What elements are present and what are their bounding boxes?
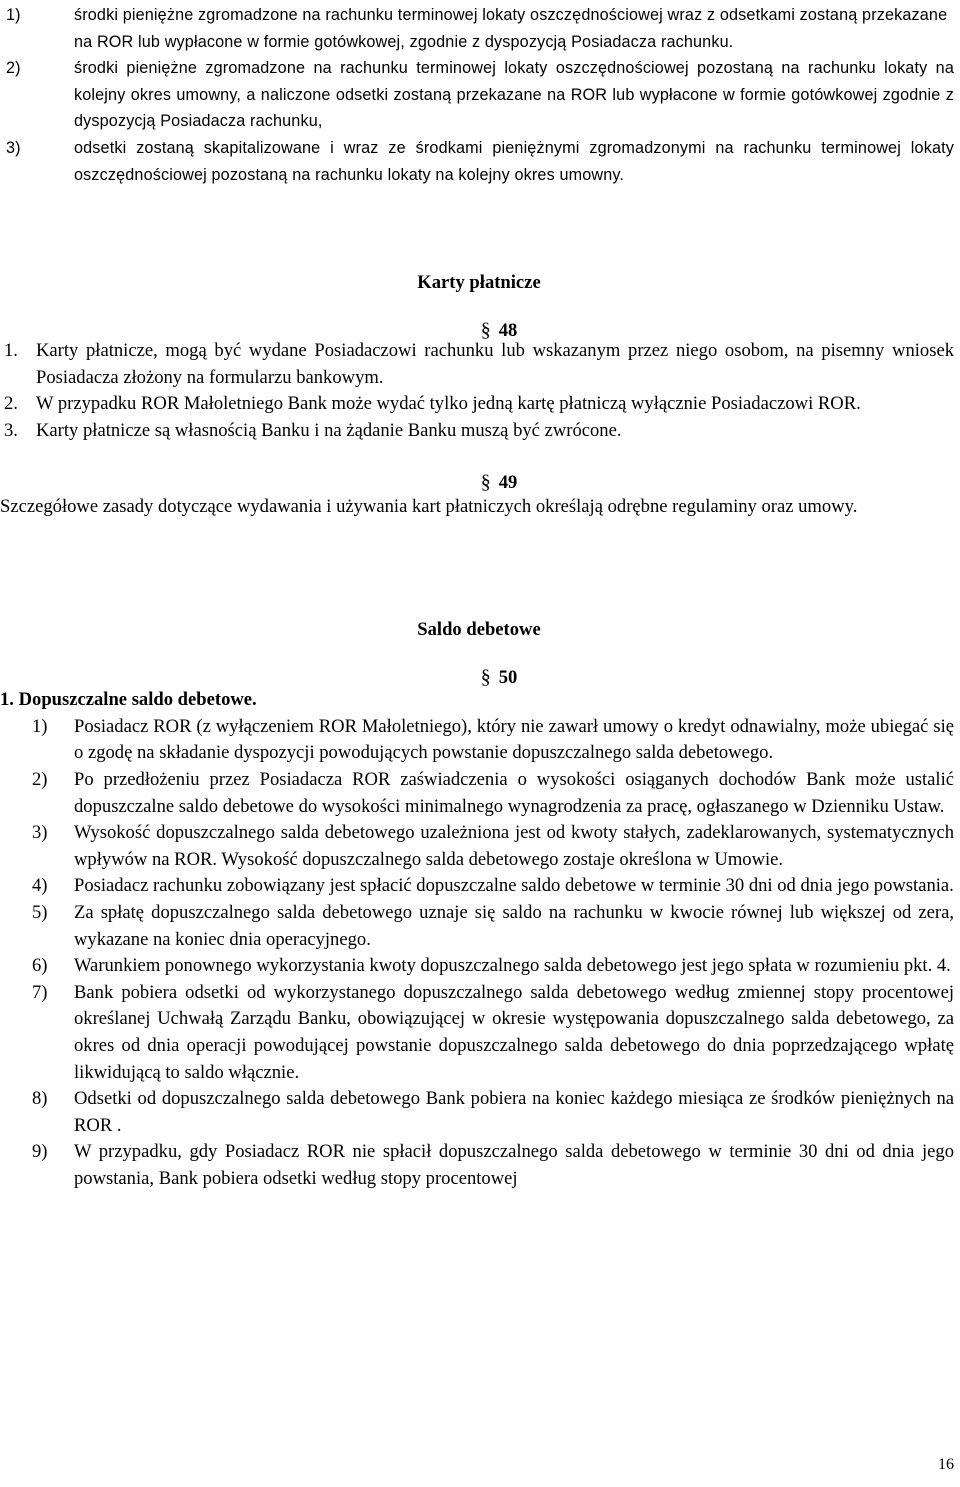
item-number: 3) <box>32 822 48 844</box>
item-number: 3. <box>4 419 18 441</box>
item-text: Karty płatnicze są własnością Banku i na żądanie Banku muszą być zwrócone. <box>36 419 622 441</box>
section-heading: Karty płatnicze <box>417 272 541 293</box>
list-item <box>4 2 954 55</box>
item-number: 5) <box>32 901 48 923</box>
item-number: 7) <box>32 981 48 1003</box>
paragraph-number: § 49 <box>4 469 954 497</box>
item-text: Warunkiem ponownego wykorzystania kwoty dopuszczalnego salda debetowego jest jego spłata w rozumieniu pkt. 4. <box>74 955 951 977</box>
item-number: 6) <box>32 955 48 977</box>
item-number: 1) <box>6 6 21 24</box>
item-text: Karty płatnicze, mogą być wydane Posiadaczowi rachunku lub wskazanym przez niego osobom, na pisemny wniosek Posiadacza złożony na formularzu bankowym. <box>36 340 954 388</box>
list-item <box>32 900 954 953</box>
item-number: 9) <box>32 1141 48 1163</box>
list-item <box>32 1139 954 1192</box>
saldo-list <box>32 714 954 1193</box>
list-item <box>32 953 954 980</box>
item-number: 8) <box>32 1088 48 1110</box>
item-number: 2. <box>4 393 18 415</box>
item-text: Za spłatę dopuszczalnego salda debetowego uznaje się saldo na rachunku w kwocie równej lub większej od zera, wykazane na koniec dnia operacyjnego. <box>74 901 954 950</box>
item-text: Posiadacz rachunku zobowiązany jest spłacić dopuszczalne saldo debetowe w terminie 30 dni od dnia jego powstania. <box>74 875 954 897</box>
item-text: środki pieniężne zgromadzone na rachunku terminowej lokaty oszczędnościowej pozostaną na rachunku lokaty na kolejny okres umowny, a naliczone odsetki zostaną przekazane na ROR lub wypłacone w formie gotówkowej zgodnie z dyspozycją Posiadacza rachunku, <box>74 59 954 131</box>
item-text: W przypadku, gdy Posiadacz ROR nie spłacił dopuszczalnego salda debetowego w terminie 30 dni od dnia jego powstania, Bank pobiera odsetki według stopy procentowej <box>74 1141 954 1189</box>
item-number: 1) <box>32 715 48 737</box>
section-sign: § <box>480 318 491 341</box>
list-item <box>32 1086 954 1139</box>
list-item <box>4 418 954 445</box>
paragraph-number: § 48 <box>4 317 954 345</box>
item-text: Wysokość dopuszczalnego salda debetowego uzależniona jest od kwoty stałych, zadeklarowanych, systematycznych wpływów na ROR. Wysokość dopuszczalnego salda debetowego zostaje określona w Umowie. <box>74 822 954 870</box>
item-text: Bank pobiera odsetki od wykorzystanego dopuszczalnego salda debetowego według zmiennej stopy procentowej określanej Uchwałą Zarządu Banku, obowiązującej w okresie występowania dopuszczalnego salda debetowego, za okres od dnia operacji powodującej powstanie dopuszczalnego salda debetowego do dnia poprzedzającego wpłatę likwidującą to saldo włącznie. <box>74 981 954 1083</box>
subheading: 1. Dopuszczalne saldo debetowe. <box>0 689 257 711</box>
item-text: W przypadku ROR Małoletniego Bank może wydać tylko jedną kartę płatniczą wyłącznie Posiadaczowi ROR. <box>36 393 861 415</box>
item-number: 3) <box>6 138 21 157</box>
item-text: Odsetki od dopuszczalnego salda debetowego Bank pobiera na koniec każdego miesiąca ze środków pieniężnych na ROR . <box>74 1088 954 1136</box>
item-text: Po przedłożeniu przez Posiadacza ROR zaświadczenia o wysokości osiąganych dochodów Bank może ustalić dopuszczalne saldo debetowe do wysokości minimalnego wynagrodzenia za pracę, ogłaszanego w Dzienniku Ustaw. <box>74 768 954 817</box>
section-heading: Saldo debetowe <box>417 619 541 640</box>
item-number: 2) <box>32 768 48 790</box>
paragraph-number: § 50 <box>4 664 954 692</box>
item-number: 4) <box>32 875 48 897</box>
karty-list <box>4 338 954 444</box>
top-list <box>4 2 954 188</box>
list-item <box>32 980 954 1086</box>
list-item <box>4 391 954 418</box>
paragraph-text: Szczegółowe zasady dotyczące wydawania i używania kart płatniczych określają odrębne regulaminy oraz umowy. <box>0 496 858 518</box>
item-text: odsetki zostaną skapitalizowane i wraz ze środkami pieniężnymi zgromadzonymi na rachunku terminowej lokaty oszczędnościowej pozostaną na rachunku lokaty na kolejny okres umowny. <box>74 138 954 184</box>
list-item <box>32 873 954 900</box>
item-text: Posiadacz ROR (z wyłączeniem ROR Małoletniego), który nie zawarł umowy o kredyt odnawialny, może ubiegać się o zgodę na składanie dyspozycji powodujących powstanie dopuszczalnego salda debetowego. <box>74 715 954 764</box>
item-text: środki pieniężne zgromadzone na rachunku terminowej lokaty oszczędnościowej wraz z odsetkami zostaną przekazane na ROR lub wypłacone w formie gotówkowej, zgodnie z dyspozycją Posiadacza rachunku. <box>74 6 948 51</box>
item-number: 1. <box>4 340 18 362</box>
list-item <box>4 55 954 135</box>
list-item <box>4 338 954 391</box>
list-item <box>32 820 954 873</box>
section-sign: § <box>480 665 491 688</box>
section-saldo-debetowe <box>0 617 954 1192</box>
item-number: 2) <box>6 59 21 78</box>
section-karty-platnicze <box>0 270 954 521</box>
list-item <box>32 767 954 820</box>
section-sign: § <box>480 470 491 493</box>
list-item <box>4 135 954 188</box>
page-number: 16 <box>938 1456 954 1474</box>
list-item <box>32 714 954 767</box>
